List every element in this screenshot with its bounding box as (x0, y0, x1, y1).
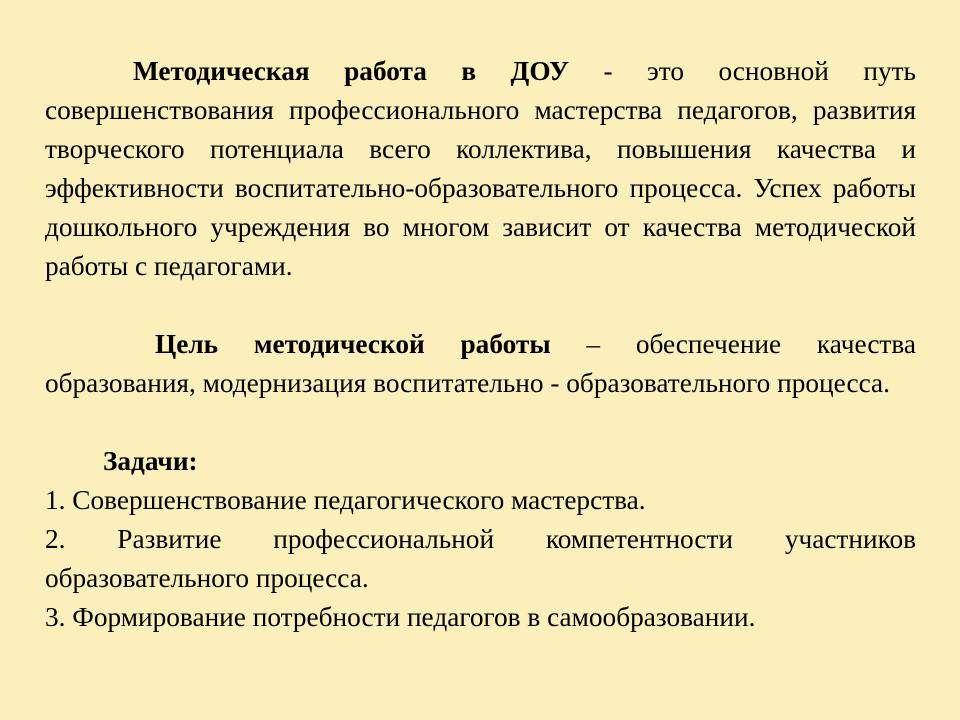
paragraph-goal (45, 325, 916, 403)
spacer (45, 403, 916, 442)
spacer (45, 286, 916, 325)
task-item-1: 1. Совершенствование педагогического мастерства. (45, 485, 646, 515)
paragraph-goal-text: – обеспечение качества образования, модернизация воспитательно - образовательного процесса. (45, 329, 917, 398)
paragraph-goal-lead: Цель методической работы (155, 329, 551, 359)
tasks-heading: Задачи: (103, 446, 198, 476)
task-item-3: 3. Формирование потребности педагогов в самообразовании. (45, 602, 756, 632)
task-item-2: 2. Развитие профессиональной компетентности участников образовательного процесса. (45, 524, 916, 593)
slide-text-body (45, 52, 916, 637)
paragraph-methodical-work-lead: Методическая работа в ДОУ (133, 56, 570, 86)
paragraph-methodical-work (45, 52, 916, 286)
paragraph-methodical-work-text: - это основной путь совершенствования профессионального мастерства педагогов, развития творческого потенциала всего коллектива, повышения качества и эффективности воспитательно-образовательного процесса. Успех работы дошкольного учреждения во многом зависит от качества методической работы с педагогами. (45, 56, 916, 281)
